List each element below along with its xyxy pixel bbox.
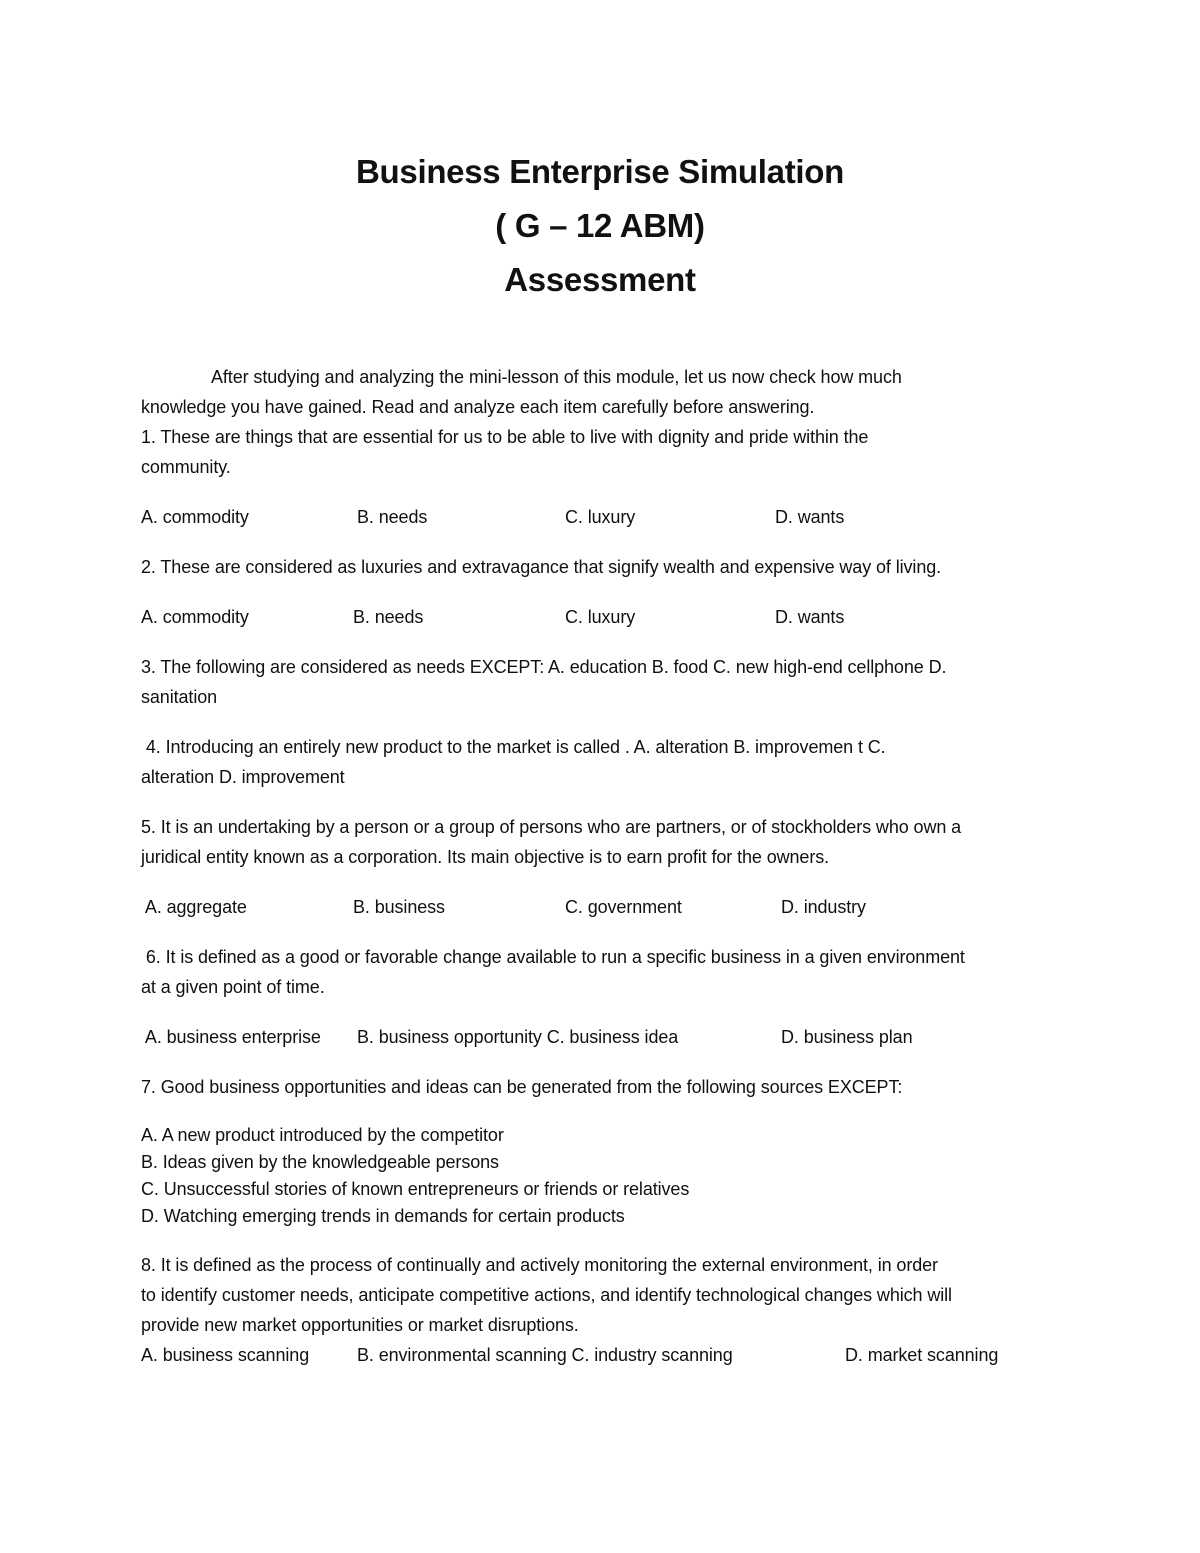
question-1-line-2: community. (141, 457, 231, 477)
question-2-line-1: 2. These are considered as luxuries and extravagance that signify wealth and expensive way of living. (141, 557, 942, 577)
question-2-option-d: D. wants (775, 607, 845, 627)
intro-line-1: After studying and analyzing the mini-lesson of this module, let us now check how much (211, 367, 902, 387)
question-5-line-2: juridical entity known as a corporation. Its main objective is to earn profit for the owners. (141, 847, 830, 867)
question-5-option-b: B. business (353, 897, 445, 917)
question-5-line-1: 5. It is an undertaking by a person or a group of persons who are partners, or of stockholders who own a (141, 817, 962, 837)
question-2-option-a: A. commodity (141, 607, 249, 627)
question-6-option-b: B. business opportunity C. business idea (357, 1027, 679, 1047)
question-1-line-1: 1. These are things that are essential for us to be able to live with dignity and pride within the (141, 427, 869, 447)
question-1-option-a: A. commodity (141, 507, 249, 527)
question-7-line-1: 7. Good business opportunities and ideas can be generated from the following sources EXCEPT: (141, 1077, 903, 1097)
question-2-option-b: B. needs (353, 607, 424, 627)
question-8-line-3: provide new market opportunities or market disruptions. (141, 1315, 579, 1335)
question-8-line-1: 8. It is defined as the process of continually and actively monitoring the external environment, in order (141, 1255, 938, 1275)
question-2-option-c: C. luxury (565, 607, 636, 627)
intro-line-2: knowledge you have gained. Read and analyze each item carefully before answering. (141, 397, 815, 417)
question-7-option-a: A. A new product introduced by the competitor (141, 1125, 504, 1145)
document-subtitle: Assessment (504, 261, 696, 298)
question-7-option-d: D. Watching emerging trends in demands for certain products (141, 1206, 625, 1226)
question-3-line-2: sanitation (141, 687, 218, 707)
question-5-option-a: A. aggregate (141, 897, 247, 917)
question-5-option-d: D. industry (781, 897, 866, 917)
question-6-option-a: A. business enterprise (141, 1027, 321, 1047)
question-1-option-d: D. wants (775, 507, 845, 527)
question-1-option-c: C. luxury (565, 507, 636, 527)
question-8-option-d: D. market scanning (845, 1345, 999, 1365)
question-7-option-b: B. Ideas given by the knowledgeable persons (141, 1152, 499, 1172)
question-7-option-c: C. Unsuccessful stories of known entrepreneurs or friends or relatives (141, 1179, 690, 1199)
question-8-option-a: A. business scanning (141, 1345, 310, 1365)
question-6-line-1: 6. It is defined as a good or favorable change available to run a specific business in a given environment (141, 947, 965, 967)
grade-label: ( G – 12 ABM) (495, 207, 705, 244)
question-1-option-b: B. needs (357, 507, 428, 527)
title-block (0, 145, 1200, 307)
question-6-line-2: at a given point of time. (141, 977, 325, 997)
question-1-options (141, 502, 1061, 532)
question-2-options (141, 602, 1061, 632)
question-5-options (141, 892, 1061, 922)
question-4-line-1: 4. Introducing an entirely new product to the market is called . A. alteration B. improvemen t C. (141, 737, 886, 757)
question-5-option-c: C. government (565, 897, 682, 917)
question-6-option-d: D. business plan (781, 1027, 913, 1047)
question-3-line-1: 3. The following are considered as needs EXCEPT: A. education B. food C. new high-end cellphone D. (141, 657, 947, 677)
question-8-option-b: B. environmental scanning C. industry scanning (357, 1345, 733, 1365)
document-body (141, 362, 1061, 1370)
question-8-options (141, 1340, 1061, 1370)
question-6-options (141, 1022, 1061, 1052)
document-title: Business Enterprise Simulation (356, 153, 844, 190)
question-8-line-2: to identify customer needs, anticipate competitive actions, and identify technological changes which will (141, 1285, 952, 1305)
question-4-line-2: alteration D. improvement (141, 767, 345, 787)
